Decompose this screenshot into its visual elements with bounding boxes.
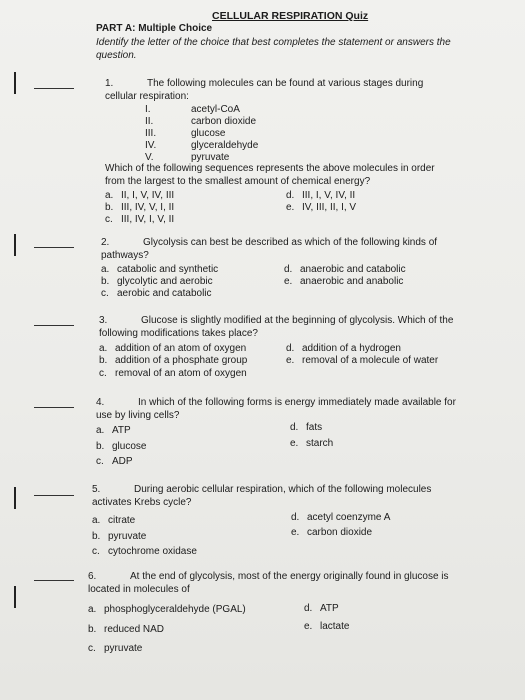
option-e[interactable]: e. removal of a molecule of water bbox=[286, 355, 439, 366]
option-c[interactable]: c. III, IV, I, V, II bbox=[105, 214, 175, 225]
instructions: Identify the letter of the choice that best completes the statement or answers the question. bbox=[96, 37, 451, 61]
question-1-stem: 1. The following molecules can be found at various stages during cellular respiration: bbox=[105, 78, 424, 102]
answer-blank-5[interactable] bbox=[34, 495, 74, 496]
option-b[interactable]: b. III, IV, V, I, II bbox=[105, 202, 175, 213]
option-c[interactable]: c. ADP bbox=[96, 456, 133, 467]
option-c[interactable]: c. removal of an atom of oxygen bbox=[99, 368, 247, 379]
option-b[interactable]: b. glycolytic and aerobic bbox=[101, 276, 213, 287]
question-number: 5. bbox=[92, 484, 101, 495]
question-4-stem: 4. In which of the following forms is energy immediately made available for use by living cells? bbox=[96, 397, 456, 421]
molecule-item: III. glucose bbox=[145, 128, 226, 139]
binder-mark bbox=[14, 234, 16, 256]
option-d[interactable]: d. anaerobic and catabolic bbox=[284, 264, 406, 275]
option-a[interactable]: a. citrate bbox=[92, 515, 136, 526]
option-e[interactable]: e. carbon dioxide bbox=[291, 527, 373, 538]
molecule-item: V. pyruvate bbox=[145, 152, 230, 163]
question-1-follow-up: Which of the following sequences represents the above molecules in order from the largest to the smallest amount of chemical energy? bbox=[105, 163, 435, 187]
answer-blank-3[interactable] bbox=[34, 325, 74, 326]
molecule-item: I. acetyl-CoA bbox=[145, 104, 240, 115]
question-number: 3. bbox=[99, 315, 108, 326]
option-b[interactable]: b. pyruvate bbox=[92, 531, 147, 542]
option-e[interactable]: e. anaerobic and anabolic bbox=[284, 276, 404, 287]
option-c[interactable]: c. aerobic and catabolic bbox=[101, 288, 212, 299]
question-2-stem: 2. Glycolysis can best be described as which of the following kinds of pathways? bbox=[101, 237, 438, 261]
question-number: 2. bbox=[101, 237, 110, 248]
binder-mark bbox=[14, 487, 16, 509]
question-5-stem: 5. During aerobic cellular respiration, which of the following molecules activates Krebs cycle? bbox=[92, 484, 432, 508]
answer-blank-1[interactable] bbox=[34, 88, 74, 89]
question-3-stem: 3. Glucose is slightly modified at the beginning of glycolysis. Which of the following modifications takes place? bbox=[99, 315, 454, 339]
option-b[interactable]: b. reduced NAD bbox=[88, 624, 165, 635]
quiz-title: CELLULAR RESPIRATION Quiz bbox=[212, 10, 369, 22]
option-b[interactable]: b. glucose bbox=[96, 441, 147, 452]
option-a[interactable]: a. ATP bbox=[96, 425, 131, 436]
option-c[interactable]: c. cytochrome oxidase bbox=[92, 546, 197, 557]
question-number: 1. bbox=[105, 78, 114, 89]
option-c[interactable]: c. pyruvate bbox=[88, 643, 143, 654]
option-d[interactable]: d. ATP bbox=[304, 603, 339, 614]
option-e[interactable]: e. lactate bbox=[304, 621, 350, 632]
question-number: 6. bbox=[88, 571, 97, 582]
option-a[interactable]: a. phosphoglyceraldehyde (PGAL) bbox=[88, 604, 246, 615]
option-d[interactable]: d. acetyl coenzyme A bbox=[291, 512, 391, 523]
answer-blank-2[interactable] bbox=[34, 247, 74, 248]
question-number: 4. bbox=[96, 397, 105, 408]
molecule-item: IV. glyceraldehyde bbox=[145, 140, 259, 151]
binder-mark bbox=[14, 586, 16, 608]
option-d[interactable]: d. fats bbox=[290, 422, 323, 433]
option-d[interactable]: d. addition of a hydrogen bbox=[286, 343, 401, 354]
part-title: PART A: Multiple Choice bbox=[96, 23, 213, 34]
molecule-item: II. carbon dioxide bbox=[145, 116, 257, 127]
binder-mark bbox=[14, 72, 16, 94]
option-a[interactable]: a. II, I, V, IV, III bbox=[105, 190, 175, 201]
option-e[interactable]: e. starch bbox=[290, 438, 334, 449]
option-d[interactable]: d. III, I, V, IV, II bbox=[286, 190, 356, 201]
option-e[interactable]: e. IV, III, II, I, V bbox=[286, 202, 357, 213]
question-6-stem: 6. At the end of glycolysis, most of the energy originally found in glucose is located in molecules of bbox=[88, 571, 449, 595]
option-a[interactable]: a. catabolic and synthetic bbox=[101, 264, 219, 275]
answer-blank-4[interactable] bbox=[34, 407, 74, 408]
option-a[interactable]: a. addition of an atom of oxygen bbox=[99, 343, 247, 354]
option-b[interactable]: b. addition of a phosphate group bbox=[99, 355, 248, 366]
answer-blank-6[interactable] bbox=[34, 580, 74, 581]
